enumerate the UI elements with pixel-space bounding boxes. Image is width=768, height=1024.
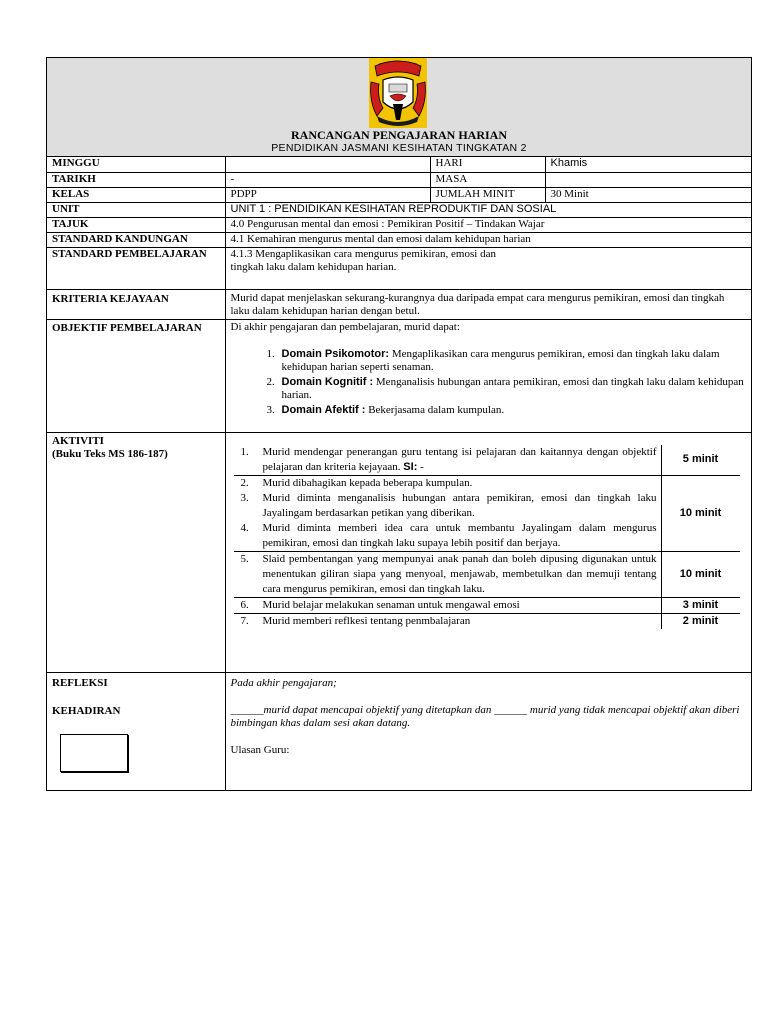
activity-row: [234, 613, 740, 629]
refleksi-content: [225, 672, 751, 790]
si-label: SI:: [403, 460, 418, 473]
lesson-info-table: [47, 157, 751, 790]
objektif-item: [278, 348, 747, 374]
refleksi-label: REFLEKSI: [52, 676, 108, 689]
activity-step-number: 2.: [240, 476, 249, 489]
document-header: [47, 58, 751, 157]
objektif-cell: [225, 319, 751, 432]
aktiviti-content: [225, 432, 751, 672]
jumlah-minit-label: JUMLAH MINIT: [430, 187, 545, 202]
tajuk-label: TAJUK: [47, 217, 225, 232]
activity-minutes: 3 minit: [661, 597, 740, 613]
masa-value: [545, 172, 751, 187]
minggu-label: MINGGU: [47, 157, 225, 172]
aktiviti-cell: [47, 432, 225, 672]
lesson-plan-document: [46, 57, 752, 791]
aktiviti-label: AKTIVITI: [52, 434, 104, 447]
refleksi-cell: [47, 672, 225, 790]
objektif-list: [231, 348, 747, 417]
activity-row: [234, 597, 740, 613]
activity-steps: [234, 475, 662, 551]
activity-step-text: Murid memberi reflkesi tentang penmbalajaran: [262, 614, 471, 627]
activity-step-text-wrap: [263, 445, 657, 475]
activity-step: [238, 476, 657, 491]
objektif-intro: Di akhir pengajaran dan pembelajaran, murid dapat:: [230, 320, 460, 333]
activity-step-number: 1.: [240, 445, 249, 458]
activity-minutes: 2 minit: [661, 613, 740, 629]
unit-value: UNIT 1 : PENDIDIKAN KESIHATAN REPRODUKTIF DAN SOSIAL: [225, 202, 751, 217]
activity-row: [234, 445, 740, 476]
kriteria-kejayaan-label: KRITERIA KEJAYAAN: [47, 289, 225, 319]
objektif-text: Bekerjasama dalam kumpulan.: [365, 403, 505, 416]
activity-steps: [234, 613, 662, 629]
activity-step-text: Murid diminta menganalisis hubungan antara pemikiran, emosi dan tingkah laku Jayalingam berdasarkan petikan yang diberikan.: [262, 491, 657, 519]
jumlah-minit-value: 30 Minit: [545, 187, 751, 202]
activity-step-text: Murid belajar melakukan senaman untuk mengawal emosi: [262, 598, 520, 611]
activity-step: [238, 491, 657, 521]
activity-step-number: 4.: [240, 521, 249, 534]
standard-pembelajaran-value: 4.1.3 Mengaplikasikan cara mengurus pemikiran, emosi dan tingkah laku dalam kehidupan harian.: [230, 247, 496, 273]
objektif-domain: Domain Kognitif :: [281, 375, 374, 388]
activity-step: [238, 614, 657, 629]
activity-row: [234, 551, 740, 597]
hari-label: HARI: [430, 157, 545, 172]
objektif-text: Menganalisis hubungan antara pemikiran, emosi dan tingkah laku dalam kehidupan harian.: [281, 375, 744, 401]
objektif-domain: Domain Psikomotor:: [281, 347, 390, 360]
activity-step: [238, 445, 657, 475]
objektif-item: [278, 376, 747, 402]
tarikh-label: TARIKH: [47, 172, 225, 187]
objektif-item: [278, 404, 747, 417]
activity-step-text-wrap: [263, 476, 657, 491]
kelas-label: KELAS: [47, 187, 225, 202]
objektif-label: OBJEKTIF PEMBELAJARAN: [47, 319, 225, 432]
activity-steps: [234, 551, 662, 597]
school-crest-logo: [369, 58, 427, 128]
objektif-domain: Domain Afektif :: [281, 403, 366, 416]
activity-step: [238, 598, 657, 613]
activity-step-text-wrap: [263, 521, 657, 551]
masa-label: MASA: [430, 172, 545, 187]
activity-steps: [234, 597, 662, 613]
activity-step-text-wrap: [263, 614, 657, 629]
activity-step-text: Slaid pembentangan yang mempunyai anak panah dan boleh dipusing digunakan untuk menentukan giliran siapa yang menyoal, menjawab, membetulkan dan memuji tentang cara mengurus pemikiran, emosi dan tingkah laku.: [262, 552, 657, 595]
si-value: -: [417, 460, 424, 473]
activity-step-text-wrap: [263, 598, 657, 613]
activity-minutes: 10 minit: [661, 475, 740, 551]
activity-step-text: Murid mendengar penerangan guru tentang isi pelajaran dan kaitannya dengan objektif pelajaran dan kriteria kejayaan.: [262, 445, 657, 473]
kelas-value: PDPP: [225, 187, 430, 202]
objektif-text: Mengaplikasikan cara mengurus pemikiran, emosi dan tingkah laku dalam kehidupan harian seperti senaman.: [281, 347, 720, 373]
standard-kandungan-value: 4.1 Kemahiran mengurus mental dan emosi dalam kehidupan harian: [225, 232, 751, 247]
refleksi-line2: ______murid dapat mencapai objektif yang ditetapkan dan ______ murid yang tidak mencapai objektif akan diberi bimbingan khas dalam sesi akan datang.: [230, 703, 740, 729]
activity-step-number: 7.: [240, 614, 249, 627]
unit-label: UNIT: [47, 202, 225, 217]
refleksi-line1: Pada akhir pengajaran;: [230, 676, 337, 689]
activity-step-text: Murid dibahagikan kepada beberapa kumpulan.: [262, 476, 473, 489]
activity-step: [238, 521, 657, 551]
activity-step-number: 3.: [240, 491, 249, 504]
ulasan-guru-label: Ulasan Guru:: [230, 743, 290, 756]
activity-steps: [234, 445, 662, 476]
kehadiran-box[interactable]: [60, 734, 128, 772]
activity-step-number: 6.: [240, 598, 249, 611]
kriteria-kejayaan-value: Murid dapat menjelaskan sekurang-kurangnya dua daripada empat cara mengurus pemikiran, emosi dan tingkah laku dalam kehidupan harian dengan betul.: [225, 289, 751, 319]
aktiviti-book-reference: (Buku Teks MS 186-187): [52, 447, 168, 460]
activity-minutes: 5 minit: [661, 445, 740, 476]
activity-row: [234, 475, 740, 551]
activity-step-number: 5.: [240, 552, 249, 565]
document-title: RANCANGAN PENGAJARAN HARIAN: [291, 128, 507, 142]
activity-step-text: Murid diminta memberi idea cara untuk membantu Jayalingam dalam mengurus pemikiran, emosi dan tingkah laku supaya lebih positif dan berjaya.: [262, 521, 657, 549]
activity-step-text-wrap: [263, 491, 657, 521]
activity-step: [238, 552, 657, 597]
activity-step-text-wrap: [263, 552, 657, 597]
standard-pembelajaran-label: STANDARD PEMBELAJARAN: [47, 247, 225, 289]
tarikh-value: -: [225, 172, 430, 187]
hari-value: Khamis: [545, 157, 751, 172]
activities-table: [234, 445, 740, 629]
kehadiran-label: KEHADIRAN: [52, 704, 121, 717]
activity-minutes: 10 minit: [661, 551, 740, 597]
minggu-value: [225, 157, 430, 172]
document-subtitle: PENDIDIKAN JASMANI KESIHATAN TINGKATAN 2: [271, 142, 527, 154]
tajuk-value: 4.0 Pengurusan mental dan emosi : Pemikiran Positif – Tindakan Wajar: [225, 217, 751, 232]
standard-kandungan-label: STANDARD KANDUNGAN: [47, 232, 225, 247]
